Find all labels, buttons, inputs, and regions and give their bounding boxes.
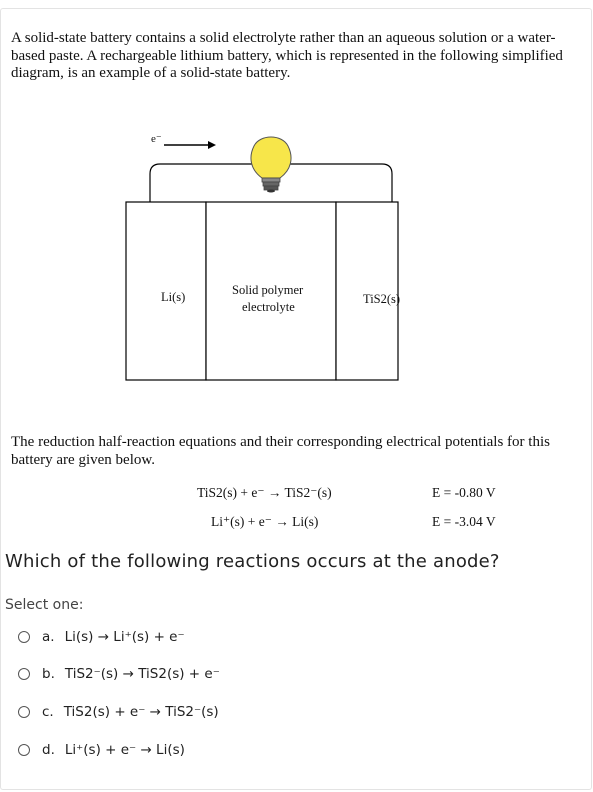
electron-label: e⁻ (151, 133, 162, 145)
option-c-letter: c. (42, 704, 54, 720)
question-intro: A solid-state battery contains a solid electrolyte rather than an aqueous solution or a water-based paste. A rechargeable lithium battery, which is represented in the following simplified diagram, is an example of a solid-state battery. (11, 30, 563, 81)
battery-diagram (120, 130, 405, 395)
equation-2-potential: E = -3.04 V (432, 514, 496, 529)
option-d-radio[interactable] (18, 744, 30, 756)
option-a-text: Li(s) → Li⁺(s) + e⁻ (64, 629, 185, 645)
option-b-letter: b. (42, 666, 55, 682)
wire-left (150, 164, 256, 202)
right-cell-label: TiS2(s) (363, 292, 401, 306)
question-prompt: Which of the following reactions occurs at the anode? (5, 551, 500, 572)
option-c-radio[interactable] (18, 706, 30, 718)
equation-1-reaction: TiS2(s) + e⁻ → TiS2⁻(s) (197, 485, 332, 500)
option-d-text: Li⁺(s) + e⁻ → Li(s) (64, 742, 185, 758)
option-a[interactable] (18, 627, 185, 647)
electrolyte-label-line2: electrolyte (242, 300, 295, 314)
half-reactions-intro: The reduction half-reaction equations and their corresponding electrical potentials for this battery are given below. (11, 434, 550, 468)
option-b[interactable] (18, 664, 220, 684)
option-d[interactable] (18, 740, 185, 760)
option-b-text: TiS2⁻(s) → TiS2(s) + e⁻ (64, 666, 220, 682)
light-bulb-icon (251, 137, 291, 193)
battery-diagram-svg (120, 130, 405, 395)
equation-1-potential: E = -0.80 V (432, 485, 496, 500)
wire-right (288, 164, 392, 202)
equation-2-reaction: Li⁺(s) + e⁻ → Li(s) (211, 514, 319, 529)
cathode-cell (336, 202, 401, 380)
option-c[interactable] (18, 702, 219, 722)
option-a-radio[interactable] (18, 631, 30, 643)
electron-arrow-head (208, 141, 216, 149)
select-one-label: Select one: (5, 597, 84, 613)
option-c-text: TiS2(s) + e⁻ → TiS2⁻(s) (63, 704, 219, 720)
option-d-letter: d. (42, 742, 55, 758)
electrolyte-label-line1: Solid polymer (232, 283, 304, 297)
left-cell-label: Li(s) (161, 290, 186, 304)
option-a-letter: a. (42, 629, 55, 645)
option-b-radio[interactable] (18, 668, 30, 680)
